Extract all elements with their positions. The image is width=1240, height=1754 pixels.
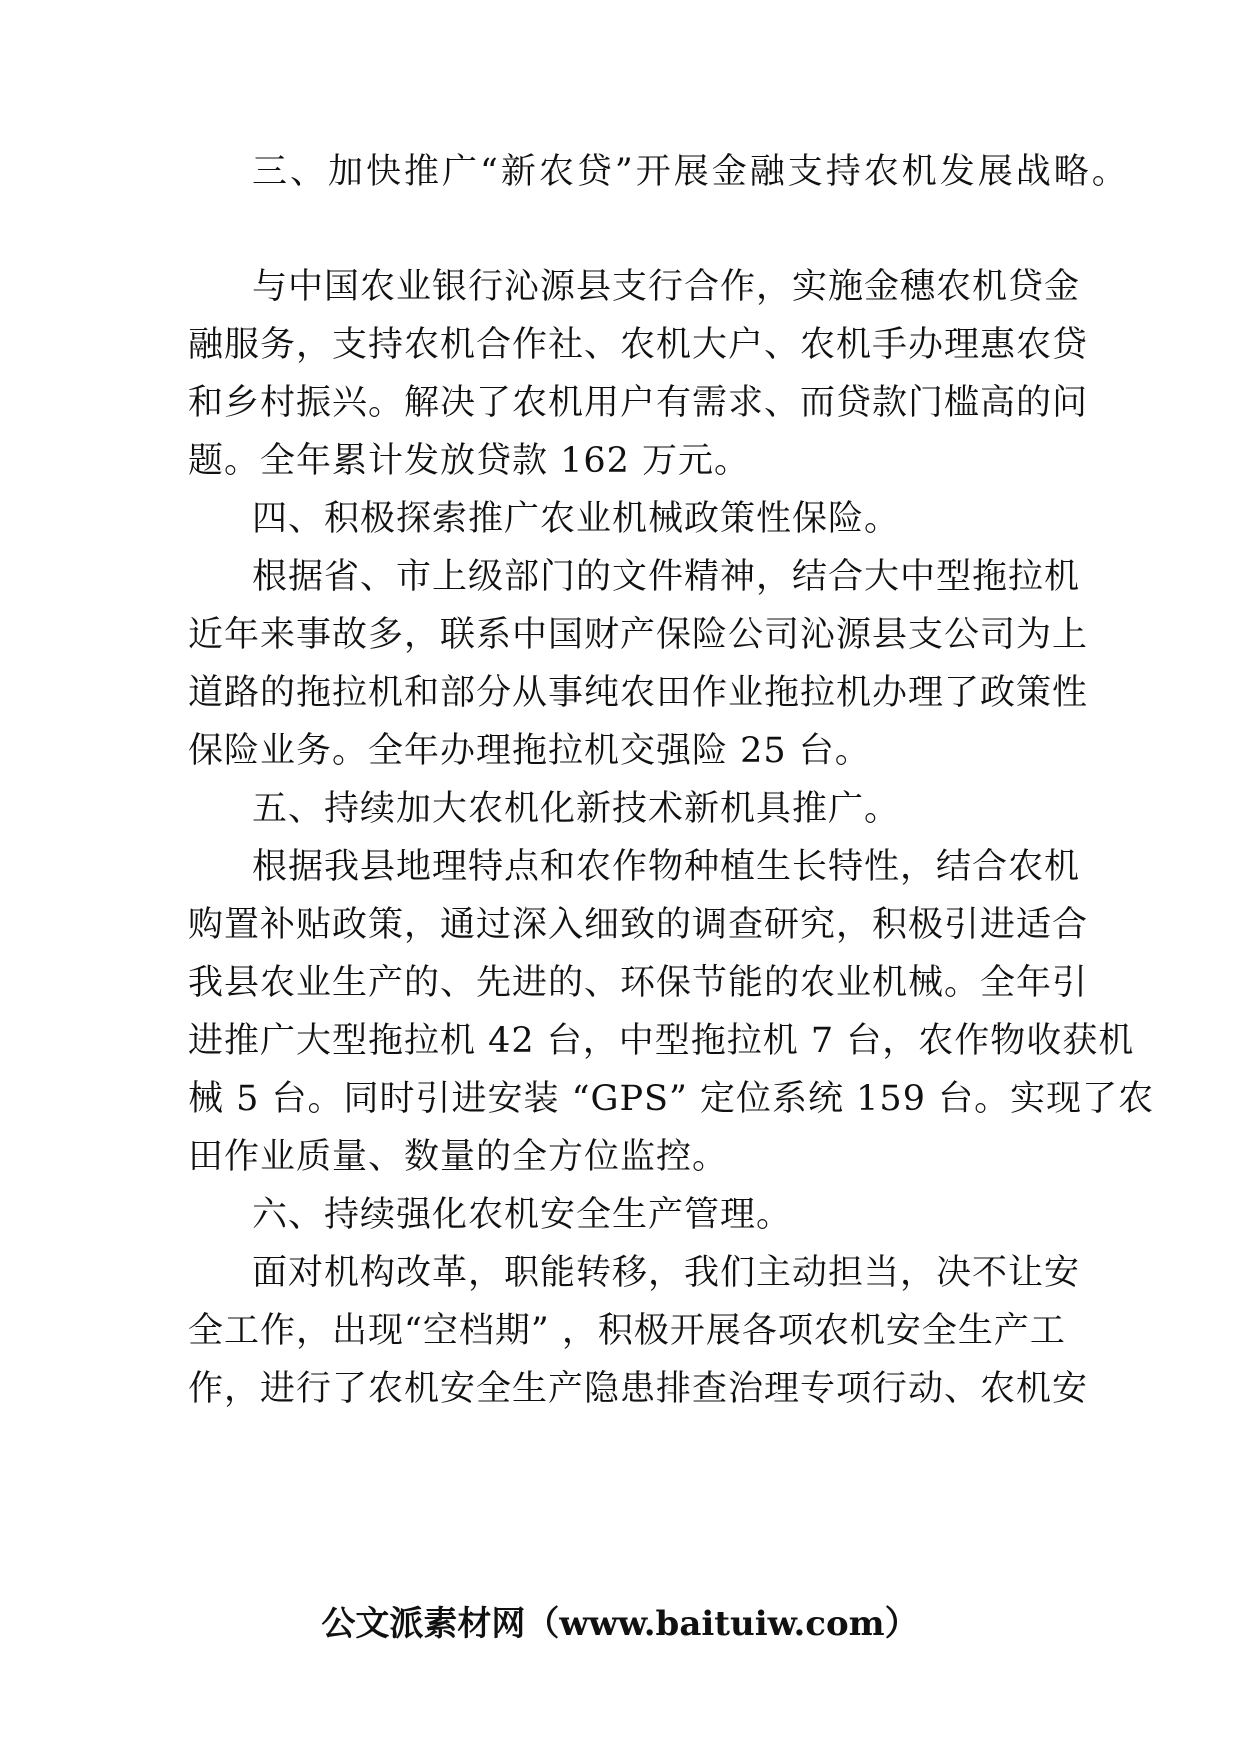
section-heading-4: 四、积极探索推广农业机械政策性保险。	[252, 499, 901, 539]
paragraph-line: 融服务，支持农机合作社、农机大户、农机手办理惠农贷	[188, 325, 1089, 365]
section-heading-5: 五、持续加大农机化新技术新机具推广。	[252, 789, 901, 829]
paragraph-line: 械 5 台。同时引进安装 “GPS” 定位系统 159 台。实现了农	[188, 1079, 1155, 1119]
paragraph-line: 购置补贴政策，通过深入细致的调查研究，积极引进适合	[188, 905, 1089, 945]
paragraph-line: 和乡村振兴。解决了农机用户有需求、而贷款门槛高的问	[188, 383, 1089, 423]
section-heading-6: 六、持续强化农机安全生产管理。	[252, 1195, 793, 1235]
paragraph-line: 我县农业生产的、先进的、环保节能的农业机械。全年引	[188, 963, 1089, 1003]
paragraph-line: 全工作，出现“空档期” ，积极开展各项农机安全生产工	[188, 1311, 1066, 1351]
paragraph-line: 面对机构改革，职能转移，我们主动担当，决不让安	[252, 1253, 1081, 1293]
paragraph-line: 田作业质量、数量的全方位监控。	[188, 1137, 729, 1177]
paragraph-line: 题。全年累计发放贷款 162 万元。	[188, 441, 751, 481]
paragraph-line: 与中国农业银行沁源县支行合作，实施金穗农机贷金	[252, 267, 1081, 307]
paragraph-line: 根据省、市上级部门的文件精神，结合大中型拖拉机	[252, 557, 1081, 597]
section-heading-3: 三、加快推广“新农贷”开展金融支持农机发展战略。	[252, 152, 1130, 192]
paragraph-line: 保险业务。全年办理拖拉机交强险 25 台。	[188, 731, 871, 771]
paragraph-line: 进推广大型拖拉机 42 台，中型拖拉机 7 台，农作物收获机	[188, 1021, 1135, 1061]
paragraph-line: 近年来事故多，联系中国财产保险公司沁源县支公司为上	[188, 615, 1089, 655]
paragraph-line: 根据我县地理特点和农作物种植生长特性，结合农机	[252, 847, 1081, 887]
paragraph-line: 作，进行了农机安全生产隐患排查治理专项行动、农机安	[188, 1369, 1089, 1409]
footer-watermark-text: 公文派素材网（www.baituiw.com）	[321, 1604, 919, 1644]
paragraph-line: 道路的拖拉机和部分从事纯农田作业拖拉机办理了政策性	[188, 673, 1089, 713]
